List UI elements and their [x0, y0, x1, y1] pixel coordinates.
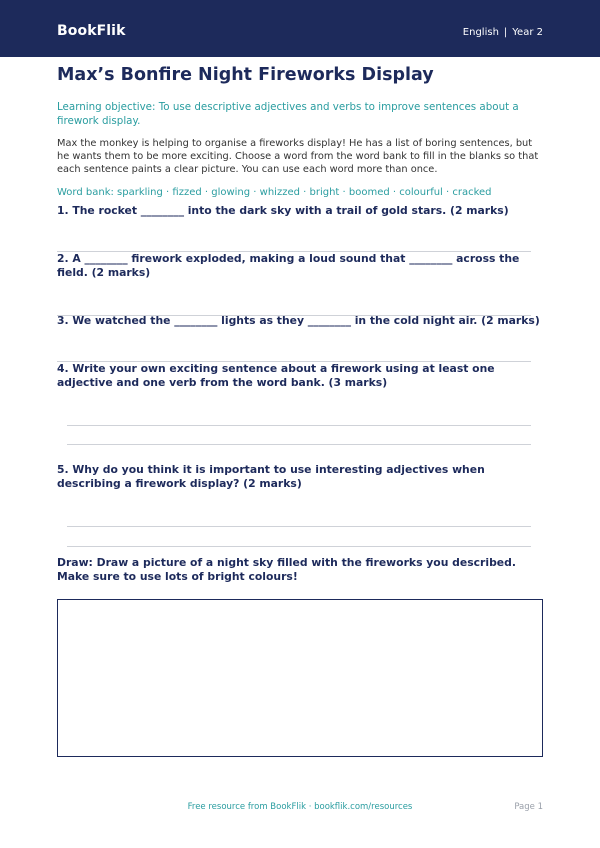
subject-label: English	[462, 27, 499, 38]
question-1: 1. The rocket ________ into the dark sky with a trail of gold stars. (2 marks)	[57, 204, 509, 217]
learning-objective: Learning objective: To use descriptive adjectives and verbs to improve sentences about a firework display.	[57, 101, 519, 127]
year-label: Year 2	[512, 27, 543, 38]
question-2: 2. A ________ firework exploded, making a loud sound that ________ across the field. (2 marks)	[57, 252, 520, 279]
intro-text: Max the monkey is helping to organise a fireworks display! He has a list of boring sentences, but he wants them to be more exciting. Choose a word from the word bank to fill in the blanks so that each sentence paints a clear picture. You can use each word more than once.	[57, 138, 539, 176]
question-5: 5. Why do you think it is important to use interesting adjectives when describing a firework display? (2 marks)	[57, 463, 485, 490]
footer-credit[interactable]: Free resource from BookFlik · bookflik.com/resources	[187, 802, 413, 812]
page-number: Page 1	[514, 802, 543, 812]
question-4: 4. Write your own exciting sentence about a firework using at least one adjective and one verb from the word bank. (3 marks)	[57, 362, 495, 389]
worksheet-intro	[57, 64, 543, 200]
word-bank: Word bank: sparkling · fizzed · glowing · whizzed · bright · boomed · colourful · cracked	[57, 186, 492, 198]
subject-year-label	[463, 27, 543, 38]
header-bar	[0, 0, 600, 57]
separator: |	[503, 27, 508, 38]
draw-prompt: Draw: Draw a picture of a night sky filled with the fireworks you described. Make sure to use lots of bright colours!	[57, 556, 516, 583]
answer-line[interactable]	[67, 444, 531, 445]
brand-logo-text[interactable]: BookFlik	[57, 23, 126, 39]
answer-line[interactable]	[67, 425, 531, 426]
question-3: 3. We watched the ________ lights as they ________ in the cold night air. (2 marks)	[57, 314, 540, 327]
page-title: Max’s Bonfire Night Fireworks Display	[57, 65, 434, 85]
answer-line[interactable]	[67, 526, 531, 527]
answer-line[interactable]	[67, 546, 531, 547]
drawing-box[interactable]	[57, 599, 543, 757]
